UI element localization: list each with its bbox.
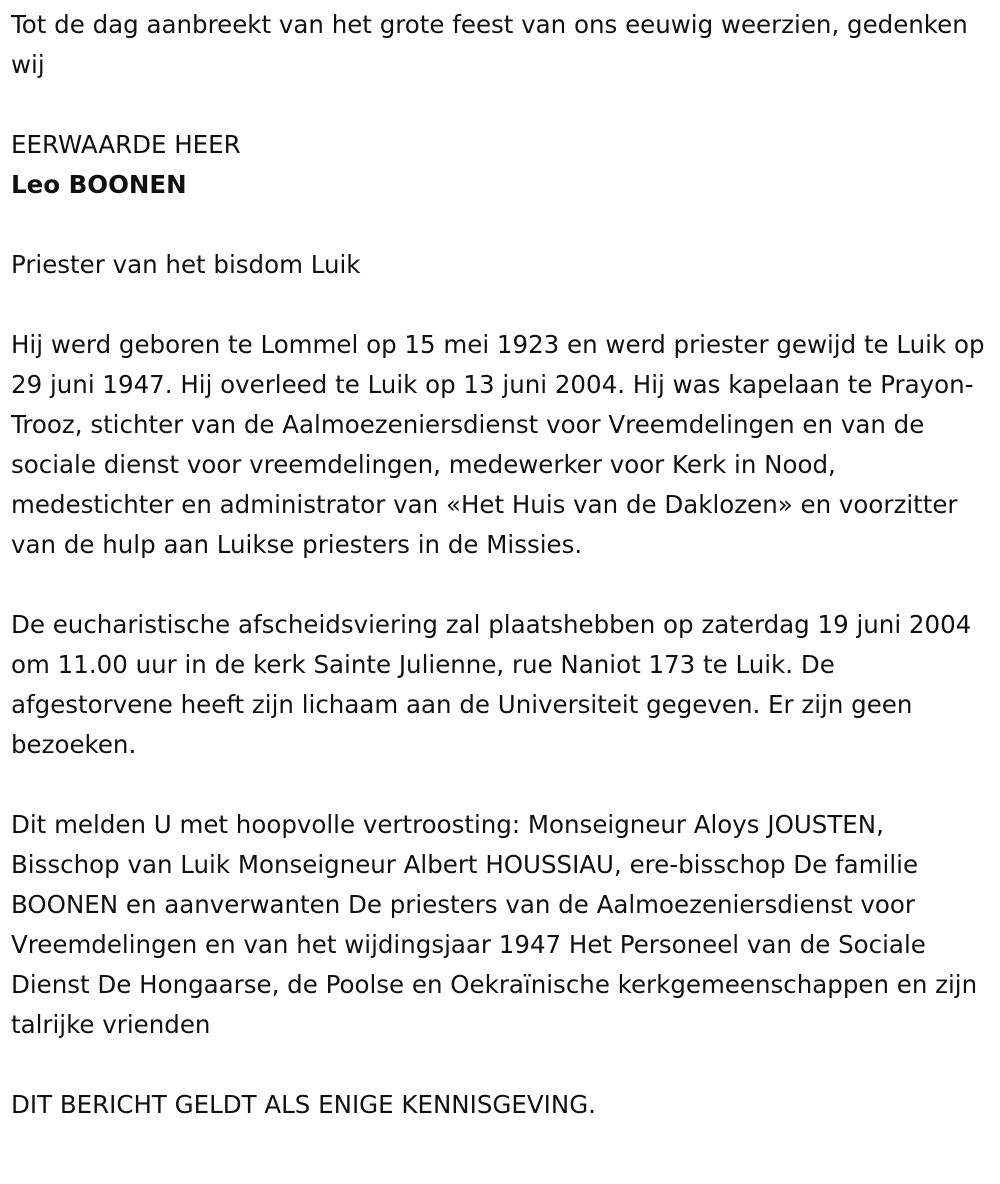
death-notice [11, 5, 991, 1125]
intro-text: Tot de dag aanbreekt van het grote feest van ons eeuwig weerzien, gedenken wij [11, 10, 968, 79]
role-text: Priester van het bisdom Luik [11, 250, 361, 279]
honorific: EERWAARDE HEER [11, 130, 241, 159]
announcers-paragraph: Dit melden U met hoopvolle vertroosting: Monseigneur Aloys JOUSTEN, Bisschop van Luik Monseigneur Albert HOUSSIAU, ere-bisschop De familie BOONEN en aanverwanten De priesters van de Aalmoezeniersdienst voor Vreemdelingen en van het wijdingsjaar 1947 Het Personeel van de Sociale Dienst De Hongaarse, de Poolse en Oekraïnische kerkgemeenschappen en zijn talrijke vrienden [11, 810, 978, 1039]
funeral-paragraph: De eucharistische afscheidsviering zal plaatshebben op zaterdag 19 juni 2004 om 11.00 uur in de kerk Sainte Julienne, rue Naniot 173 te Luik. De afgestorvene heeft zijn lichaam aan de Universiteit gegeven. Er zijn geen bezoeken. [11, 610, 972, 759]
deceased-name: Leo BOONEN [11, 170, 187, 199]
closing-text: DIT BERICHT GELDT ALS ENIGE KENNISGEVING. [11, 1090, 596, 1119]
biography-paragraph: Hij werd geboren te Lommel op 15 mei 1923 en werd priester gewijd te Luik op 29 juni 1947. Hij overleed te Luik op 13 juni 2004. Hij was kapelaan te Prayon-Trooz, stichter van de Aalmoezeniersdienst voor Vreemdelingen en van de sociale dienst voor vreemdelingen, medewerker voor Kerk in Nood, medestichter en administrator van «Het Huis van de Daklozen» en voorzitter van de hulp aan Luikse priesters in de Missies. [11, 330, 985, 559]
